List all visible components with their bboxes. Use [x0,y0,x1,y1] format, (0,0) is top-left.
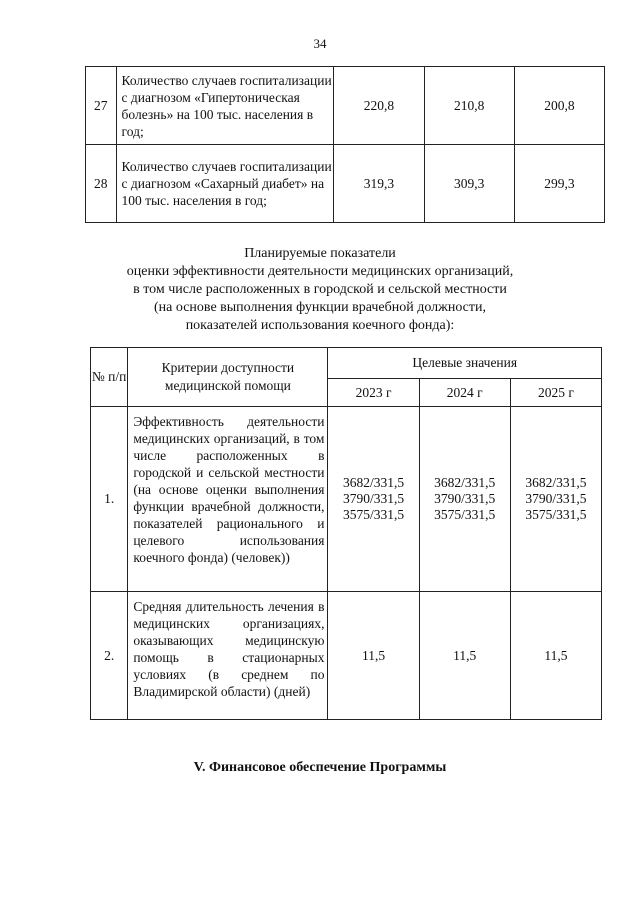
value-line: 3682/331,5 [342,475,405,490]
column-header-number: № п/п [91,348,128,407]
value-2024: 210,8 [424,67,514,145]
section-heading [0,245,640,335]
value-line: 11,5 [453,647,477,663]
value-line: 3790/331,5 [525,491,587,506]
efficiency-indicators-table [90,347,602,720]
column-header-year: 2024 г [419,379,510,407]
row-number: 1. [91,407,128,592]
indicators-table-continued [85,66,605,223]
row-description: Количество случаев госпитализации с диагнозом «Сахарный диабет» на 100 тыс. населения в год; [116,145,334,223]
row-description: Эффективность деятельности медицинских организаций, в том числе расположенных в городской и сельской местности (на основе оценки выполнения функции врачебной должности, показателей рационального и целевого использования коечного фонда) (человек)) [128,407,328,592]
heading-line: показателей использования коечного фонда): [185,318,455,333]
value-2024 [419,407,510,592]
table-header-row [91,348,602,379]
value-line: 3682/331,5 [434,475,496,490]
page-number: 34 [313,36,327,51]
table-row [86,145,605,223]
heading-line: (на основе выполнения функции врачебной должности, [154,300,486,315]
table-row [91,407,602,592]
value-2025 [510,407,601,592]
section-title: V. Финансовое обеспечение Программы [193,760,447,775]
row-number: 2. [91,592,128,720]
value-line: 3575/331,5 [342,507,405,522]
table-row [91,592,602,720]
column-header-year: 2025 г [510,379,601,407]
value-2023: 319,3 [334,145,424,223]
table-row [86,67,605,145]
heading-line: в том числе расположенных в городской и сельской местности [133,282,507,297]
value-line: 11,5 [544,647,568,663]
value-line: 3790/331,5 [434,491,496,506]
value-line: 11,5 [361,647,386,663]
row-number: 28 [86,145,117,223]
value-line: 3790/331,5 [342,491,405,506]
value-2025 [510,592,601,720]
value-line: 3575/331,5 [525,507,587,522]
value-2023 [328,592,419,720]
row-description: Количество случаев госпитализации с диагнозом «Гипертоническая болезнь» на 100 тыс. населения в год; [116,67,334,145]
value-2023: 220,8 [334,67,424,145]
value-2025: 200,8 [514,67,604,145]
column-header-criteria: Критерии доступности медицинской помощи [128,348,328,407]
row-number: 27 [86,67,117,145]
value-line: 3682/331,5 [525,475,587,490]
value-2024: 309,3 [424,145,514,223]
value-2024 [419,592,510,720]
value-2023 [328,407,419,592]
heading-line: Планируемые показатели [244,246,396,261]
column-header-target-values: Целевые значения [328,348,602,379]
row-description: Средняя длительность лечения в медицинских организациях, оказывающих медицинскую помощь в стационарных условиях (в среднем по Владимирской области) (дней) [128,592,328,720]
column-header-year: 2023 г [328,379,419,407]
heading-line: оценки эффективности деятельности медицинских организаций, [126,264,514,279]
value-2025: 299,3 [514,145,604,223]
value-line: 3575/331,5 [434,507,496,522]
